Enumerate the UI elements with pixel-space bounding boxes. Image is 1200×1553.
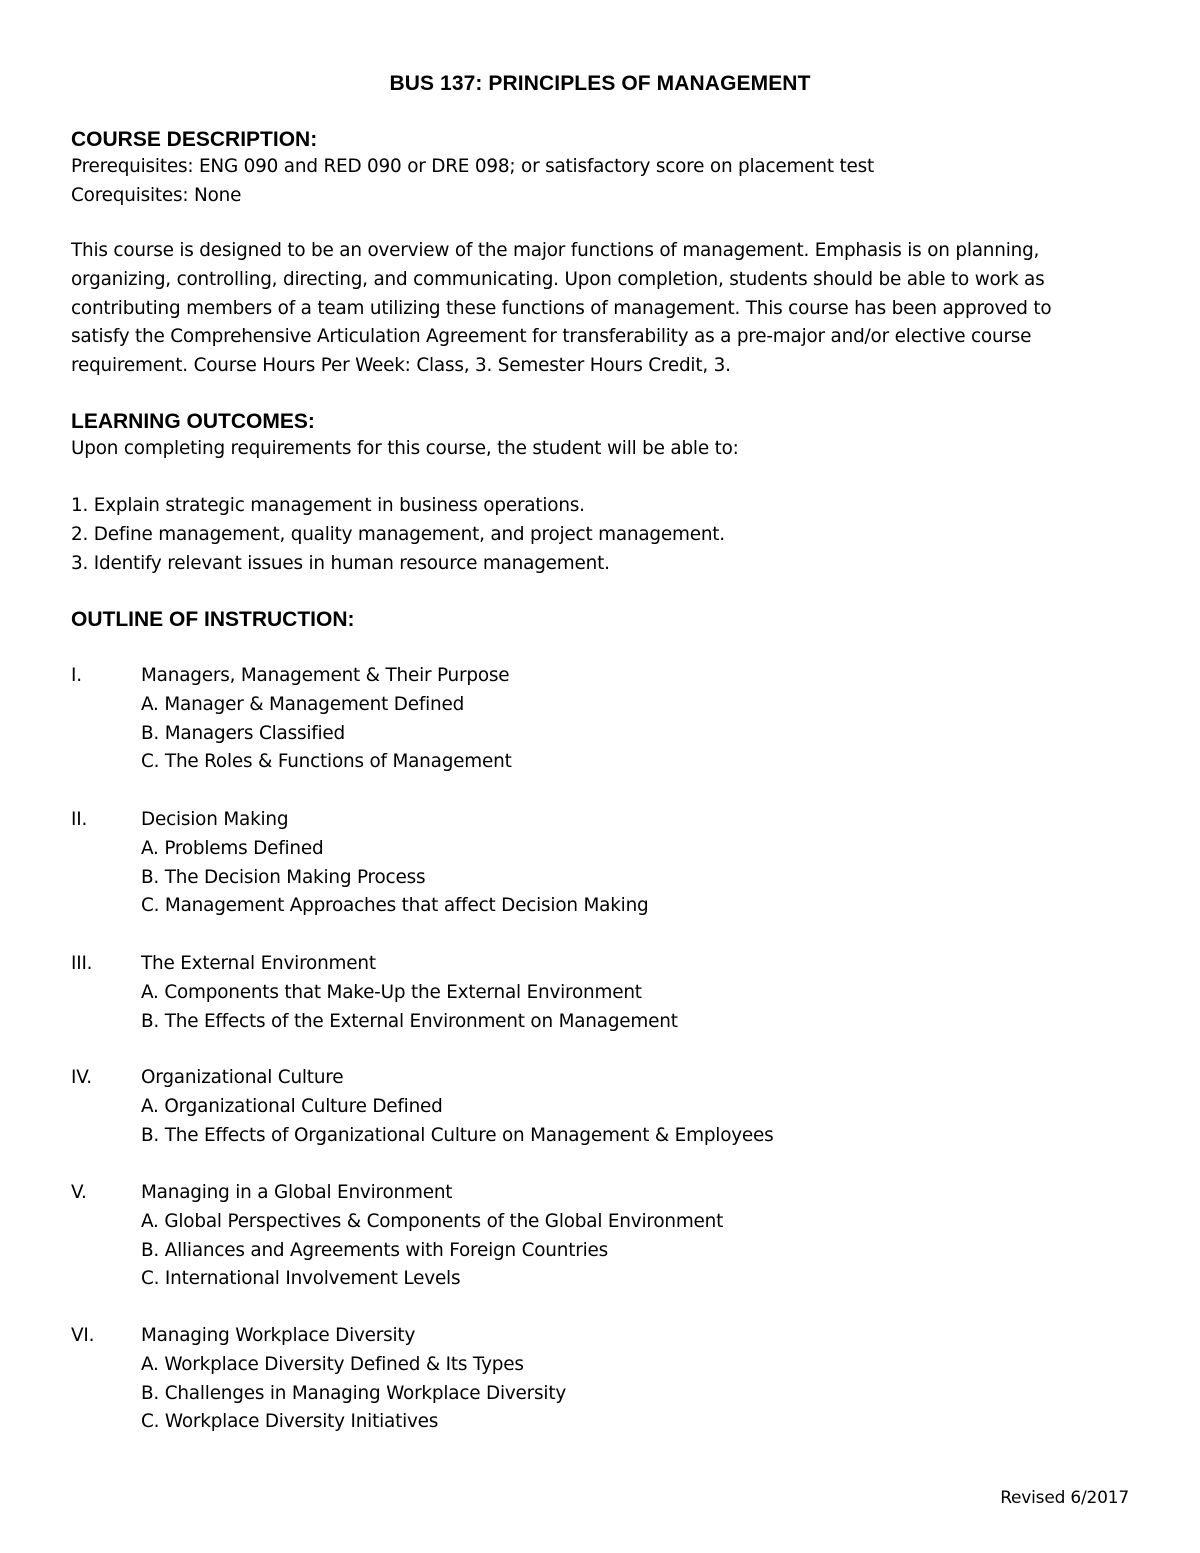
outline-subitem: A. Global Perspectives & Components of the Global Environment bbox=[141, 1210, 724, 1232]
outline-item-4 bbox=[71, 1064, 1131, 1150]
outline-subitem: C. Management Approaches that affect Decision Making bbox=[141, 895, 649, 917]
outline-subitem: B. Managers Classified bbox=[141, 722, 346, 744]
page-title: BUS 137: PRINCIPLES OF MANAGEMENT bbox=[389, 72, 811, 95]
course-description-heading: COURSE DESCRIPTION: bbox=[71, 128, 318, 151]
outline-subitem: B. Challenges in Managing Workplace Diversity bbox=[141, 1382, 567, 1404]
outline-item-title: Decision Making bbox=[141, 809, 289, 830]
outline-item-title: Organizational Culture bbox=[141, 1067, 344, 1088]
outline-item-6 bbox=[71, 1322, 1131, 1437]
learning-outcomes-list bbox=[71, 492, 1131, 578]
roman-numeral: II. bbox=[71, 809, 88, 830]
outline-item-title: Managing Workplace Diversity bbox=[141, 1325, 416, 1346]
revision-note: Revised 6/2017 bbox=[1000, 1488, 1129, 1508]
outline-subitem: A. Components that Make-Up the External Environment bbox=[141, 981, 642, 1003]
outcome-item: 3. Identify relevant issues in human resource management. bbox=[71, 552, 610, 574]
outline-subitem: C. The Roles & Functions of Management bbox=[141, 751, 512, 773]
outcome-item: 2. Define management, quality management, and project management. bbox=[71, 523, 725, 545]
outline-item-1 bbox=[71, 662, 1131, 777]
outline-subitem: B. The Decision Making Process bbox=[141, 866, 426, 888]
outline-subitem: A. Manager & Management Defined bbox=[141, 693, 465, 715]
roman-numeral: V. bbox=[71, 1182, 87, 1203]
outline-subitem: A. Workplace Diversity Defined & Its Types bbox=[141, 1353, 524, 1375]
paragraph-line: satisfy the Comprehensive Articulation Agreement for transferability as a pre-major and/or elective course bbox=[71, 326, 1032, 348]
learning-outcomes-heading: LEARNING OUTCOMES: bbox=[71, 410, 315, 433]
corequisites-text: Corequisites: None bbox=[71, 184, 242, 206]
outline-item-header bbox=[71, 1322, 1131, 1351]
course-description-paragraph bbox=[71, 237, 1131, 381]
outline-item-3 bbox=[71, 950, 1131, 1036]
roman-numeral: I. bbox=[71, 665, 82, 686]
roman-numeral: III. bbox=[71, 953, 93, 974]
outline-heading: OUTLINE OF INSTRUCTION: bbox=[71, 608, 355, 631]
roman-numeral: IV. bbox=[71, 1067, 92, 1088]
outline-section bbox=[71, 606, 1131, 634]
outline-subitem: A. Organizational Culture Defined bbox=[141, 1095, 443, 1117]
learning-outcomes-intro: Upon completing requirements for this course, the student will be able to: bbox=[71, 438, 739, 459]
outline-item-title: Managing in a Global Environment bbox=[141, 1182, 453, 1203]
outline-item-header bbox=[71, 662, 1131, 691]
paragraph-line: This course is designed to be an overview of the major functions of management. Emphasis is on planning, bbox=[71, 240, 1040, 261]
outline-item-header bbox=[71, 1179, 1131, 1208]
roman-numeral: VI. bbox=[71, 1325, 95, 1346]
outline-subitem: A. Problems Defined bbox=[141, 837, 324, 859]
outline-subitem: B. Alliances and Agreements with Foreign Countries bbox=[141, 1239, 608, 1261]
outline-subitem: C. Workplace Diversity Initiatives bbox=[141, 1411, 439, 1433]
outline-subitem: B. The Effects of the External Environment on Management bbox=[141, 1010, 678, 1032]
learning-outcomes-section bbox=[71, 408, 1131, 464]
outline-item-header bbox=[71, 806, 1131, 835]
outline-item-2 bbox=[71, 806, 1131, 921]
prerequisites-text: Prerequisites: ENG 090 and RED 090 or DRE 098; or satisfactory score on placement test bbox=[71, 156, 874, 177]
outline-subitem: B. The Effects of Organizational Culture on Management & Employees bbox=[141, 1124, 774, 1146]
outline-item-title: The External Environment bbox=[141, 953, 376, 974]
course-description-section bbox=[71, 126, 1131, 211]
paragraph-line: organizing, controlling, directing, and communicating. Upon completion, students should be able to work as bbox=[71, 268, 1045, 290]
outline-item-title: Managers, Management & Their Purpose bbox=[141, 665, 510, 686]
paragraph-line: contributing members of a team utilizing these functions of management. This course has been approved to bbox=[71, 297, 1052, 319]
paragraph-line: requirement. Course Hours Per Week: Class, 3. Semester Hours Credit, 3. bbox=[71, 355, 731, 377]
outline-subitem: C. International Involvement Levels bbox=[141, 1268, 461, 1290]
outline-item-5 bbox=[71, 1179, 1131, 1294]
outline-item-header bbox=[71, 1064, 1131, 1093]
outcome-item: 1. Explain strategic management in business operations. bbox=[71, 495, 585, 516]
outline-item-header bbox=[71, 950, 1131, 979]
